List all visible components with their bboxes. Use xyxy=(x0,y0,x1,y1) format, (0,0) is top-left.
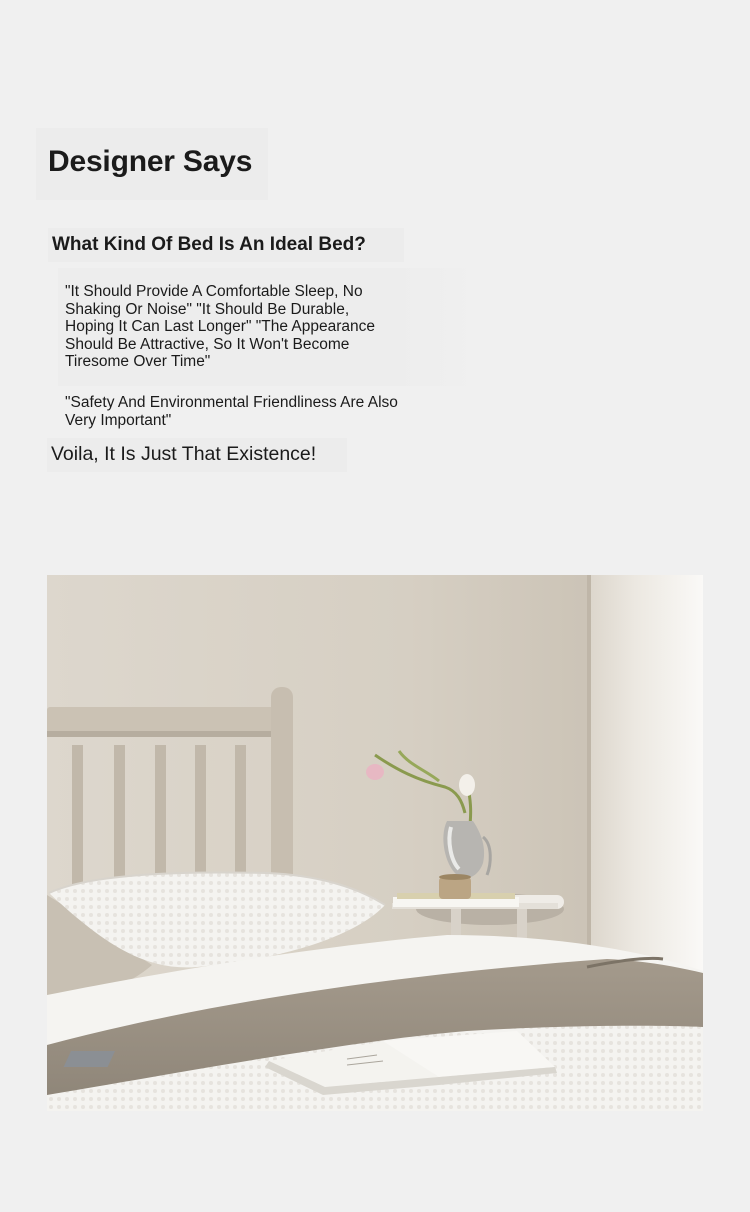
bedroom-photo-illustration xyxy=(47,575,703,1111)
page-title: Designer Says xyxy=(36,128,268,200)
window-light xyxy=(590,575,703,975)
designer-quote: "It Should Provide A Comfortable Sleep, No Shaking Or Noise" "It Should Be Durable, Hoping It Can Last Longer" "The Appearance Should Be Attractive, So It Won't Become Tiresome Over Time" xyxy=(65,283,376,371)
bedroom-photo xyxy=(47,575,703,1111)
designer-quote: "Safety And Environmental Friendliness Are Also Very Important" xyxy=(65,394,398,429)
closing-statement: Voila, It Is Just That Existence! xyxy=(47,438,347,472)
section-question: What Kind Of Bed Is An Ideal Bed? xyxy=(48,228,404,262)
